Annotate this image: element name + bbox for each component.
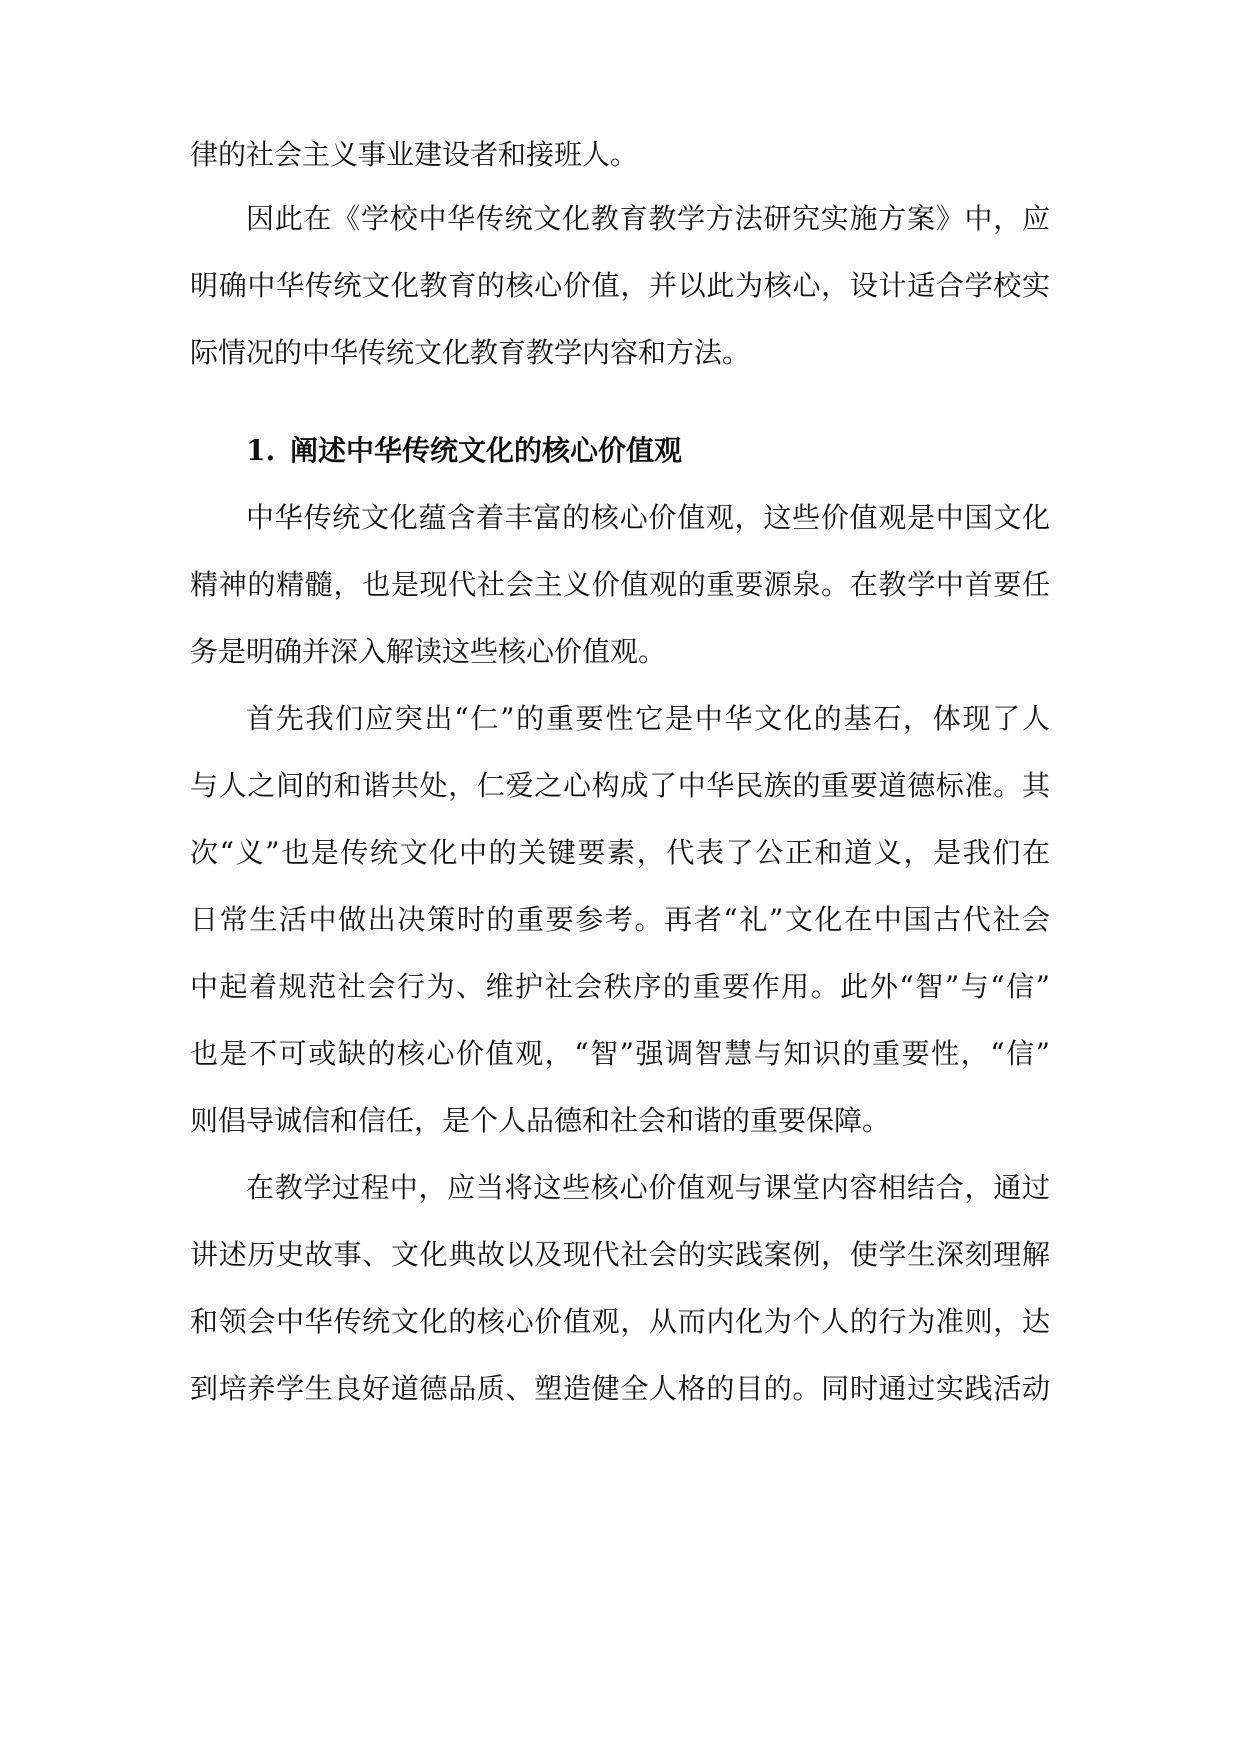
- paragraph-line: 律的社会主义事业建设者和接班人。: [190, 138, 639, 171]
- paragraph-line: 中起着规范社会行为、维护社会秩序的重要作用。此外“智”与“信”: [190, 970, 1050, 1003]
- paragraph-line: 精神的精髓，也是现代社会主义价值观的重要源泉。在教学中首要任: [190, 568, 1050, 601]
- paragraph-line: 中华传统文化蕴含着丰富的核心价值观，这些价值观是中国文化: [246, 501, 1050, 534]
- paragraph-line: 务是明确并深入解读这些核心价值观。: [190, 635, 667, 668]
- paragraph-line: 讲述历史故事、文化典故以及现代社会的实践案例，使学生深刻理解: [190, 1238, 1050, 1271]
- paragraph-line: 日常生活中做出决策时的重要参考。再者“礼”文化在中国古代社会: [190, 903, 1050, 936]
- paragraph-line: 到培养学生良好道德品质、塑造健全人格的目的。同时通过实践活动: [190, 1372, 1050, 1405]
- paragraph-line: 和领会中华传统文化的核心价值观，从而内化为个人的行为准则，达: [190, 1305, 1050, 1338]
- section-title: 阐述中华传统文化的核心价值观: [290, 434, 683, 467]
- section-number: 1.: [246, 434, 276, 467]
- paragraph-line: 因此在《学校中华传统文化教育教学方法研究实施方案》中，应: [246, 202, 1050, 235]
- paragraph-line: 明确中华传统文化教育的核心价值，并以此为核心，设计适合学校实: [190, 269, 1050, 302]
- section-heading: [246, 431, 946, 471]
- paragraph-line: 际情况的中华传统文化教育教学内容和方法。: [190, 336, 751, 369]
- paragraph-line: 次“义”也是传统文化中的关键要素，代表了公正和道义，是我们在: [190, 836, 1050, 869]
- paragraph-line: 与人之间的和谐共处，仁爱之心构成了中华民族的重要道德标准。其: [190, 769, 1050, 802]
- paragraph-line: 则倡导诚信和信任，是个人品德和社会和谐的重要保障。: [190, 1104, 891, 1137]
- paragraph-line: 首先我们应突出“仁”的重要性它是中华文化的基石，体现了人: [246, 702, 1050, 735]
- paragraph-line: 也是不可或缺的核心价值观，“智”强调智慧与知识的重要性，“信”: [190, 1037, 1050, 1070]
- paragraph-line: 在教学过程中，应当将这些核心价值观与课堂内容相结合，通过: [246, 1171, 1050, 1204]
